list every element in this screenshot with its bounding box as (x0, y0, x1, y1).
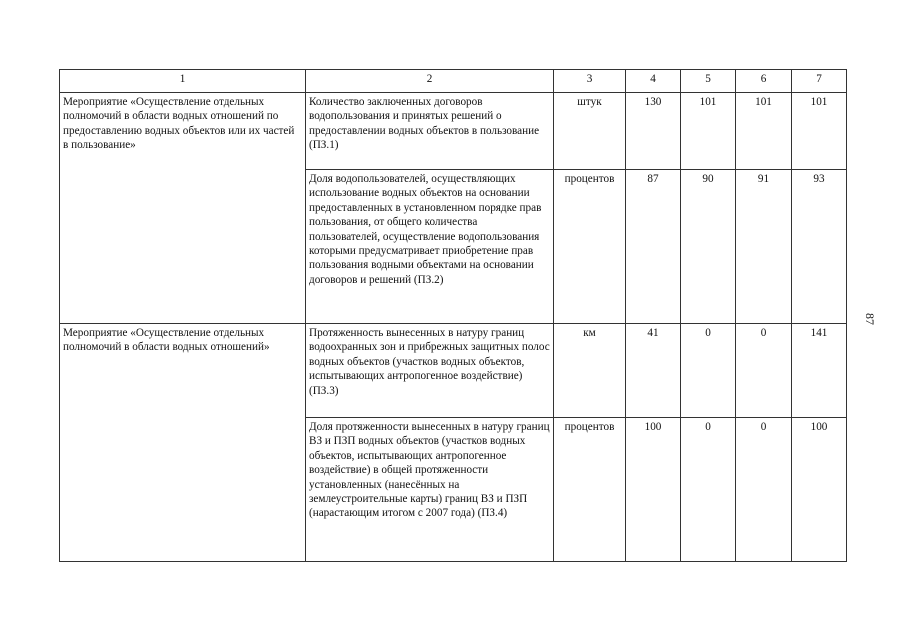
table-row (60, 324, 847, 418)
value-cell: 90 (681, 170, 736, 324)
event-cell: Мероприятие «Осуществление отдельных полномочий в области водных отношений» (60, 324, 306, 562)
table-row (60, 93, 847, 170)
value-cell: 0 (736, 324, 792, 418)
value-cell: 0 (681, 418, 736, 562)
value-cell: 101 (792, 93, 847, 170)
unit-cell: штук (554, 93, 626, 170)
column-header-3: 3 (554, 70, 626, 93)
unit-cell: км (554, 324, 626, 418)
unit-cell: процентов (554, 418, 626, 562)
value-cell: 93 (792, 170, 847, 324)
value-cell: 41 (626, 324, 681, 418)
header-row (60, 70, 847, 93)
column-header-7: 7 (792, 70, 847, 93)
column-header-5: 5 (681, 70, 736, 93)
indicator-cell: Количество заключенных договоров водопользования и принятых решений о предоставлении водных объектов в пользование (ПЗ.1) (306, 93, 554, 170)
value-cell: 101 (736, 93, 792, 170)
value-cell: 100 (626, 418, 681, 562)
column-header-2: 2 (306, 70, 554, 93)
page-number: 87 (863, 313, 877, 325)
value-cell: 87 (626, 170, 681, 324)
indicator-cell: Протяженность вынесенных в натуру границ водоохранных зон и прибрежных защитных полос водных объектов (участков водных объектов, испытывающих антропогенное воздействие) (ПЗ.3) (306, 324, 554, 418)
indicator-cell: Доля водопользователей, осуществляющих использование водных объектов на основании предоставленных в установленном порядке прав пользования, от общего количества пользователей, осуществление водопользования которыми предусматривает приобретение прав пользования водными объектами на основании договоров и решений (ПЗ.2) (306, 170, 554, 324)
value-cell: 0 (681, 324, 736, 418)
column-header-6: 6 (736, 70, 792, 93)
value-cell: 0 (736, 418, 792, 562)
value-cell: 91 (736, 170, 792, 324)
column-header-4: 4 (626, 70, 681, 93)
indicator-cell: Доля протяженности вынесенных в натуру границ ВЗ и ПЗП водных объектов (участков водных объектов, испытывающих антропогенное воздействие) в общей протяженности установленных (нанесённых на землеустроительные карты) границ ВЗ и ПЗП (нарастающим итогом с 2007 года) (ПЗ.4) (306, 418, 554, 562)
value-cell: 141 (792, 324, 847, 418)
value-cell: 100 (792, 418, 847, 562)
column-header-1: 1 (60, 70, 306, 93)
event-cell: Мероприятие «Осуществление отдельных полномочий в области водных отношений по предоставлению водных объектов или их частей в пользование» (60, 93, 306, 324)
indicators-table (59, 69, 847, 562)
value-cell: 130 (626, 93, 681, 170)
unit-cell: процентов (554, 170, 626, 324)
value-cell: 101 (681, 93, 736, 170)
